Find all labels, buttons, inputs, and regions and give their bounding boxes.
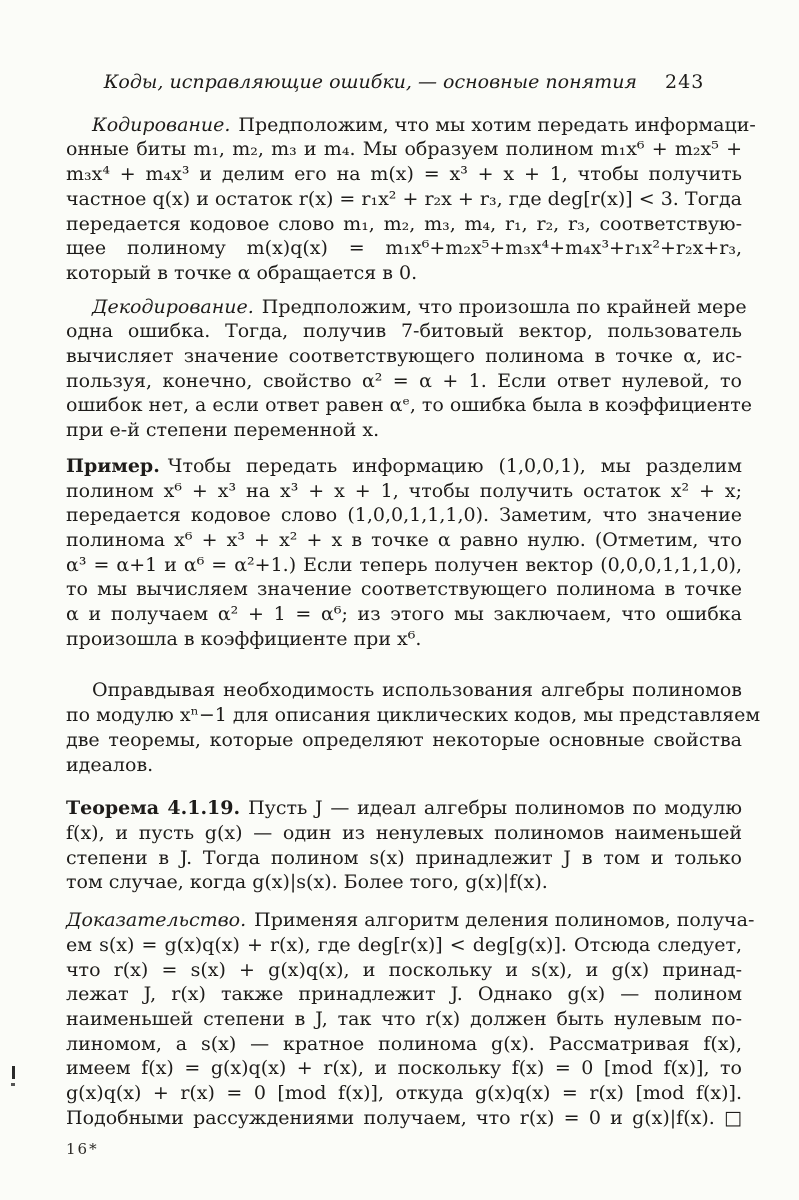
text-line: произошла в коэффициенте при x⁶. (66, 627, 422, 650)
margin-ink-artifact (12, 1066, 15, 1079)
proof-label: Доказательство. (66, 909, 247, 932)
text-line: щее полиному m(x)q(x) = m₁x⁶+m₂x⁵+m₃x⁴+m₄x³+r₁x²+r₂x+r₃, (66, 237, 742, 260)
text-line: одна ошибка. Тогда, получив 7-битовый вектор, пользователь (66, 320, 742, 343)
text-line: пользуя, конечно, свойство α² = α + 1. Если ответ нулевой, то (66, 369, 742, 392)
text-line (66, 678, 742, 703)
paragraph-lead: Пример. (66, 454, 160, 477)
text-line: степени в J. Тогда полином s(x) принадлежит J в том и только (66, 846, 742, 869)
paragraph-example (66, 454, 742, 652)
paragraph-lead: Кодирование. (92, 113, 231, 136)
text-line: по модулю xⁿ−1 для описания циклических кодов, мы представляем (66, 704, 761, 727)
text-line: вычисляет значение соответствующего полинома в точке α, ис- (66, 345, 742, 368)
paragraph-justification (66, 678, 761, 777)
text-line (66, 113, 756, 138)
paragraph-encoding (66, 113, 756, 286)
text-line: полинома x⁶ + x³ + x² + x в точке α равно нулю. (Отметим, что (66, 528, 742, 551)
text-line: который в точке α обращается в 0. (66, 261, 418, 284)
running-header (66, 70, 742, 95)
text-line: имеем f(x) = g(x)q(x) + r(x), и поскольку f(x) = 0 [mod f(x)], то (66, 1057, 742, 1080)
text-line: ем s(x) = g(x)q(x) + r(x), где deg[r(x)] < deg[g(x)]. Отсюда следует, (66, 933, 742, 956)
text-line: f(x), и пусть g(x) — один из ненулевых полиномов наименьшей (66, 821, 742, 844)
text-line (66, 796, 742, 821)
text-line: α и получаем α² + 1 = α⁶; из этого мы заключаем, что ошибка (66, 603, 742, 626)
text-line: что r(x) = s(x) + g(x)q(x), и поскольку и s(x), и g(x) принад- (66, 958, 742, 981)
theorem-label: Теорема 4.1.19. (66, 797, 241, 820)
text-line: идеалов. (66, 753, 154, 776)
text-line (66, 454, 742, 479)
line-text: Пусть J — идеал алгебры полиномов по модулю (248, 797, 743, 820)
text-line: α³ = α+1 и α⁶ = α²+1.) Если теперь получен вектор (0,0,0,1,1,1,0), (66, 553, 742, 576)
text-line: полином x⁶ + x³ на x³ + x + 1, чтобы получить остаток x² + x; (66, 479, 742, 502)
page-number: 243 (665, 71, 705, 93)
line-text: Оправдывая необходимость использования алгебры полиномов (92, 679, 742, 702)
line-text: Применяя алгоритм деления полиномов, получа- (254, 909, 755, 932)
page-body (66, 113, 761, 1162)
text-line: передается кодовое слово (1,0,0,1,1,1,0). Заметим, что значение (66, 504, 742, 527)
line-text: Предположим, что произошла по крайней мере (261, 295, 747, 318)
running-header-title: Коды, исправляющие ошибки, — основные понятия (103, 71, 638, 93)
paragraph-proof (66, 908, 755, 1130)
text-line (66, 908, 755, 933)
text-line (66, 295, 747, 320)
paragraph-lead: Декодирование. (92, 295, 254, 318)
text-line: наименьшей степени в J, так что r(x) должен быть нулевым по- (66, 1007, 742, 1030)
printer-signature-mark: 16* (66, 1140, 99, 1159)
text-line: том случае, когда g(x)|s(x). Более того, g(x)|f(x). (66, 871, 548, 894)
text-line: линомом, а s(x) — кратное полинома g(x). Рассматривая f(x), (66, 1032, 742, 1055)
text-line-with-qed: Подобными рассуждениями получаем, что r(x) = 0 и g(x)|f(x). □ (66, 1106, 742, 1129)
text-line: лежат J, r(x) также принадлежит J. Однако g(x) — полином (66, 983, 742, 1006)
text-line: ошибок нет, а если ответ равен αᵉ, то ошибка была в коэффициенте (66, 394, 753, 417)
text-line: при e-й степени переменной x. (66, 419, 380, 442)
text-line: то мы вычисляем значение соответствующего полинома в точке (66, 578, 742, 601)
text-line: передается кодовое слово m₁, m₂, m₃, m₄, r₁, r₂, r₃, соответствую- (66, 212, 742, 235)
text-line: g(x)q(x) + r(x) = 0 [mod f(x)], откуда g(x)q(x) = r(x) [mod f(x)]. (66, 1082, 742, 1105)
line-text: Чтобы передать информацию (1,0,0,1), мы разделим (167, 454, 742, 477)
text-line: m₃x⁴ + m₄x³ и делим его на m(x) = x³ + x + 1, чтобы получить (66, 163, 742, 186)
text-line: две теоремы, которые определяют некоторые основные свойства (66, 728, 742, 751)
text-line: онные биты m₁, m₂, m₃ и m₄. Мы образуем полином m₁x⁶ + m₂x⁵ + (66, 138, 742, 161)
text-line: частное q(x) и остаток r(x) = r₁x² + r₂x + r₃, где deg[r(x)] < 3. Тогда (66, 187, 742, 210)
paragraph-theorem-4-1-19 (66, 796, 742, 895)
line-text: Предположим, что мы хотим передать информаци- (238, 113, 756, 136)
paragraph-decoding (66, 295, 753, 443)
